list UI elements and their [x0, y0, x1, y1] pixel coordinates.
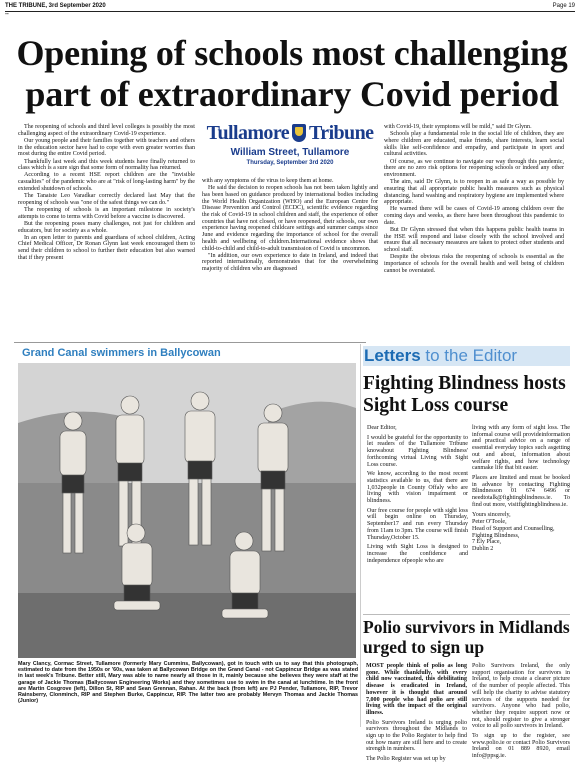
- letters-title-a: Letters: [364, 346, 421, 365]
- letter2-column-2: [472, 663, 570, 760]
- paragraph: The Tanaiste Leo Varadkar correctly declared last May that the reopening of schools was "one of the safest things we can do.": [18, 193, 195, 206]
- letter2-headline: Polio survivors in Midlands urged to sign up: [363, 617, 570, 657]
- photo-caption: Mary Clancy, Cormac Street, Tullamore (formerly Mary Cummins, Ballycowan), got in touch with us to say that this photograph, estimated to date from the 1950s or '60s, was taken at Ballycowan Bridge on the Grand Canal - not Cappincur Bridge as was stated in last week's Tribune. Better still, Mary was able to name nearly all those in it, mainly because she believes they were staff at the garage of Jackie Thomas (Ballycowan Engineering Works) and they sometimes use to swim in the canal at lunchtime. In the front are Martin Cosgrove (left), Dillon St, RIP and Sean Grennan, Rahan. At the back (from left) are PJ Pender, Tullamore, RIP, Trevor Rainsberry, Clonminch, RIP and Stephen Burke, Cappincur, RIP. The latter two are probably Mervyn Thomas and Jackie Thomas (Junior): [18, 661, 358, 705]
- paragraph: To sign up to the register, see www.polio.ie or contact Polio Survivors Ireland on 01 889 8920, email info@ppsg.ie.: [472, 733, 570, 760]
- paragraph: The reopening of schools and third level colleges is possibly the most challenging aspect of the extraordinary Covid-19 experience.: [18, 124, 195, 137]
- paragraph: I would be grateful for the opportunity to let readers of the Tullamore Tribune knowabout Fighting Blindness' forthcoming virtual Living with Sight Loss course.: [367, 434, 468, 468]
- letters-divider: [363, 614, 570, 615]
- paragraph: Living with Sight Loss is designed to increase the confidence and independence ofpeople who are: [367, 544, 468, 564]
- paragraph: Polio Survivors Ireland is urging polio survivors throughout the Midlands to sign up to the Polio Register to help find out how many are still here and to create strength in numbers.: [366, 719, 467, 753]
- masthead-name-right: Tribune: [309, 122, 374, 144]
- photo-illustration: [18, 363, 356, 658]
- page-header-publication: THE TRIBUNE, 3rd September 2020: [5, 3, 106, 9]
- masthead-name-left: Tullamore: [206, 122, 290, 144]
- signature-line: Dublin 2: [472, 545, 494, 552]
- photo-section-title: Grand Canal swimmers in Ballycowan: [22, 347, 221, 359]
- letter2-column-1: [366, 663, 467, 763]
- paragraph: Our young people and their families together with teachers and others in the education sector have had to cope with even greater worries than most during the entire Covid period.: [18, 137, 195, 158]
- paragraph: But Dr Glynn stressed that when this happens public health teams in the HSE will respond and liaise closely with the school involved and ensure that all necessary measures are taken to protect other students and school staff.: [384, 227, 564, 254]
- letter1-headline: Fighting Blindness hosts Sight Loss course: [363, 373, 566, 416]
- letter2-lead: MOST people think of polio as long gone. While thankfully, with every child now vaccinated, this debilitating disease is eradicated in Ireland, however it is thought that around 7,000 people who had polio are still living with the impact of the original illness.: [366, 663, 467, 716]
- signature-line: Head of Support and Counselling,: [472, 525, 555, 532]
- letter1-column-1: [367, 425, 468, 613]
- paragraph: We know, according to the most recent statistics available to us, that there are 1,032people in County Offaly who are living with vision impairment or blindness.: [367, 471, 468, 505]
- masthead-address: William Street, Tullamore: [230, 147, 350, 158]
- paragraph: Despite the obvious risks the reopening of schools is essential as the importance of schools for the overall health and well being of children cannot be overstated.: [384, 254, 564, 274]
- paragraph: The reopening of schools is an important milestone in society's attempts to come to terms with Covid before a vaccine is discovered.: [18, 206, 195, 220]
- paragraph: But the reopening poses many challenges, not just for children and educators, but for society as a whole.: [18, 220, 195, 234]
- signature-line: Yours sincerely,: [472, 512, 511, 519]
- paragraph: Schools play a fundamental role in the social life of children, they are where children are educated, make friends, share interests, learn social skills like self-confidence and empathy, and participate in sport and cultural activities.: [384, 131, 564, 158]
- masthead-logo: [202, 122, 378, 144]
- article-column-3: [384, 124, 564, 339]
- letter1-signature: [472, 512, 570, 552]
- paragraph: Polio Survivors Ireland, the only support organisation for survivors in Ireland, to help create a clearer picture of the number of people affected. This will help the charity to advise statutory services of the supports needed for survivors. Anyone who had polio, whether they require support now or not, should register to give a stronger voice to all polio survivors in Ireland.: [472, 663, 570, 730]
- paragraph: Places are limited and must be booked in advance by contacting Fighting Blindnesson 01 674 6496 or needtotalk@fightingblindness.ie. To find out more, visitfightingblindness.ie.: [472, 474, 570, 508]
- paragraph: According to a recent HSE report children are the "invisible casualties" of the pandemic who are at "risk of long-lasting harm" by the extended shutdown of schools.: [18, 172, 195, 192]
- paragraph: Dear Editor,: [367, 425, 397, 431]
- page-headline: Opening of schools most challenging part of extraordinary Covid period: [16, 33, 568, 114]
- paragraph: He warned there will be cases of Covid-19 among children over the coming days and weeks, as there have been throughout this pandemic to date.: [384, 206, 564, 226]
- paragraph: The aim, said Dr Glynn, is to reopen in as safe a way as possible by ensuring that all appropriate public health measures such as physical distancing, hand washing and respiratory hygiene are implemented where appropriate.: [384, 179, 564, 206]
- paragraph: "In addition, our own experience to date in Ireland, and indeed that reported internationally, demonstrates that for the overwhelming majority of children who are diagnosed: [202, 252, 378, 273]
- section-divider: [14, 342, 366, 343]
- paragraph: In an open letter to parents and guardians of school children, Acting Chief Medical Officer, Dr Ronan Glynn last week encouraged them to send their children to school to further their education but also warned that if they present: [18, 234, 195, 261]
- paragraph: living with any form of sight loss. The informal course will provideinformation and practical advice on a range of essential everyday topics such asgetting out and about, information about welfare rights, and how technology canmake life that bit easier.: [472, 425, 570, 472]
- paragraph: with Covid-19, their symptoms will be mild," said Dr Glynn.: [384, 124, 532, 130]
- swimmers-photo: [18, 363, 356, 658]
- masthead-date: Thursday, September 3rd 2020: [246, 160, 334, 166]
- page-number: Page 19: [552, 3, 575, 9]
- letters-section-title: [364, 346, 517, 366]
- column-divider: [360, 344, 361, 727]
- article-column-1: [18, 124, 195, 339]
- masthead: [202, 122, 378, 177]
- crest-icon: [292, 124, 306, 142]
- article-column-2: [202, 178, 378, 338]
- paragraph: Our free course for people with sight loss will begin online on Thursday, September17 and run every Thursday from 11am to 3pm. The course will finish Thursday,October 15.: [367, 507, 468, 541]
- signature-line: Fighting Blindness,: [472, 532, 520, 539]
- paragraph: Thankfully last week and this week students have finally returned to class which is a sure sign that some form of normality has returned.: [18, 158, 195, 172]
- letter1-column-2: [472, 425, 570, 613]
- paragraph: Of course, as we continue to navigate our way through this pandemic, there are no zero risk options for reopening schools or indeed any other environment.: [384, 158, 564, 178]
- paragraph: He said the decision to reopen schools has not been taken lightly and has been based on guidance produced by international bodies including the World Health Organization (WHO) and the European Centre for Disease Prevention and Control (ECDC), scientific evidence regarding the risk of Covid-19 in school children and staff, the experience of other countries that have not closed, or have reopened, their schools, our own experience having reopened childcare settings and summer camps since June and evidence regarding the importance of school for the overall health and wellbeing of children.International evidence shows that child-to-child and child-to-adult transmission of Covid is uncommon.: [202, 185, 378, 252]
- header-rule: [5, 11, 575, 12]
- signature-line: Peter O'Toole,: [472, 519, 507, 526]
- paragraph: The Polio Register was set up by: [366, 756, 446, 763]
- header-marker: "": [5, 13, 9, 19]
- letters-title-b: to the Editor: [420, 346, 518, 365]
- signature-line: 7 Ely Place,: [472, 539, 502, 546]
- paragraph: with any symptoms of the virus to keep them at home.: [202, 178, 334, 184]
